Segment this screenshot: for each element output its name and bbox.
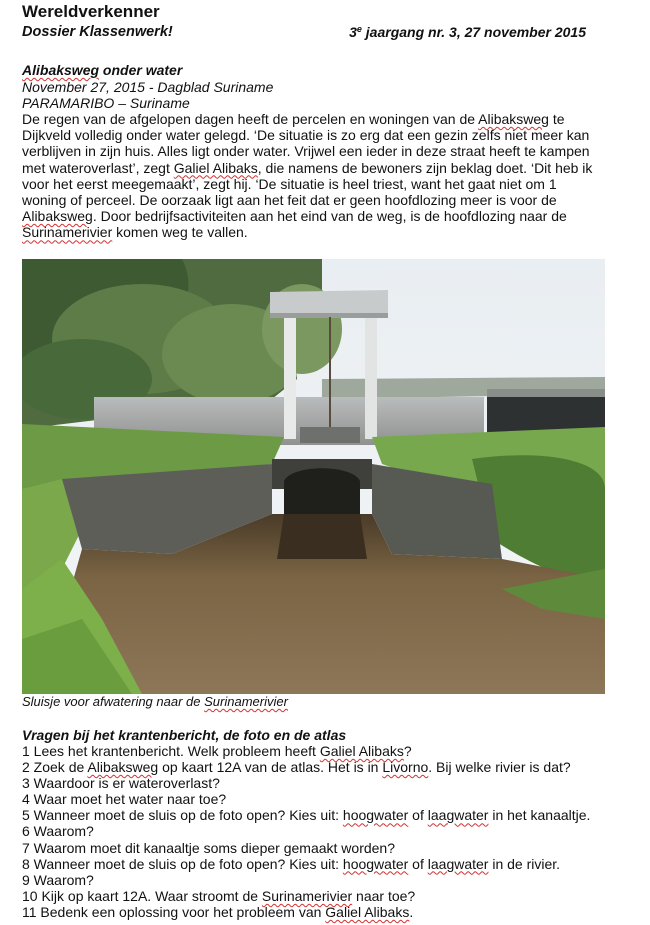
question-item [22,856,590,872]
article-body [22,111,628,241]
article-place: PARAMARIBO – Suriname [22,95,190,111]
text-segment: voor het eerst meegemaakt’, zegt hij. ‘De situatie is heel triest, want het gaat niet om 1 [22,175,557,192]
text-segment: 3 Waardoor is er wateroverlast? [22,775,220,792]
question-item [22,872,590,888]
photo-caption-text: Sluisje voor afwatering naar de [22,694,205,709]
marked-word: Galiel Alibaks [325,903,410,920]
text-segment: 2 Zoek de [22,759,88,776]
marked-word: hoogwater [342,807,409,824]
question-item [22,775,590,791]
marked-word: Alibaksweg [22,208,93,225]
question-item [22,823,590,839]
photo-caption-river: Surinamerivier [204,694,288,709]
text-segment: 5 Wanneer moet de sluis op de foto open? Kies uit: [22,807,343,824]
marked-word: Surinamerivier [22,224,113,241]
text-segment: op kaart 12A van de atlas. Het is in [158,759,383,776]
questions-list [22,743,590,920]
text-segment: woning of perceel. De oorzaak ligt aan het feit dat er geen hoofdlozing meer is voor de [22,192,557,209]
sluice-photo [22,259,605,694]
text-segment: De regen van de afgelopen dagen heeft de percelen en woningen van de [22,111,479,127]
article-line [22,111,628,127]
text-segment: 10 Kijk op kaart 12A. Waar stroomt de [22,887,262,904]
question-item [22,840,590,856]
question-item [22,904,590,920]
newspaper-title: Wereldverkenner [22,2,160,21]
question-item [22,807,590,823]
issue-details: jaargang nr. 3, 27 november 2015 [361,24,586,40]
photo-caption [22,694,288,709]
question-item [22,743,590,759]
sluice-photo-illustration [22,259,605,694]
marked-word: Alibaksweg [87,759,159,776]
article-line [22,208,628,224]
text-segment: Dijkveld volledig onder water gelegd. ‘De situatie is zo erg dat een gezin zelfs niet meer kan [22,127,590,144]
text-segment: 7 Waarom moet dit kanaaltje soms dieper gemaakt worden? [22,839,395,856]
text-segment: verblijven in zijn huis. Alles ligt onder water. Vrijwel een ieder in deze straat heeft te kampen [22,143,590,160]
text-segment: in het kanaaltje. [488,807,591,824]
questions-title: Vragen bij het krantenbericht, de foto en de atlas [22,727,347,743]
text-segment: 1 Lees het krantenbericht. Welk probleem heeft [22,743,320,759]
article-line [22,143,628,159]
text-segment: of [408,807,428,824]
marked-word: hoogwater [342,855,409,872]
issue-superscript: e [356,24,362,34]
question-item [22,759,590,775]
question-item [22,791,590,807]
question-item [22,888,590,904]
text-segment: ? [403,743,412,759]
text-segment: 6 Waarom? [22,823,94,840]
marked-word: Surinamerivier [261,887,353,904]
text-segment: komen weg te vallen. [112,224,248,241]
text-segment: . [409,903,414,920]
text-segment: naar toe? [352,887,416,904]
text-segment: 9 Waarom? [22,871,94,888]
article-line [22,160,628,176]
article-line [22,176,628,192]
marked-word: Livorno [382,759,429,776]
text-segment: of [408,855,428,872]
dossier-subtitle: Dossier Klassenwerk! [22,24,173,40]
text-segment: 11 Bedenk een oplossing voor het probleem van [22,903,326,920]
issue-line [349,24,586,40]
text-segment: 8 Wanneer moet de sluis op de foto open? Kies uit: [22,855,343,872]
marked-word: laagwater [427,807,489,824]
article-title-street: Alibaksweg [22,62,100,78]
text-segment: , die namens de bewoners zijn beklag doet. ‘Dit heb ik [257,159,593,176]
article-line [22,127,628,143]
issue-number: 3 [349,24,357,40]
marked-word: Galiel Alibaks [319,743,404,759]
marked-word: laagwater [427,855,489,872]
article-dateline: November 27, 2015 - Dagblad Suriname [22,79,274,95]
text-segment: . Bij welke rivier is dat? [428,759,571,776]
text-segment: te [548,111,565,127]
text-segment: 4 Waar moet het water naar toe? [22,791,227,808]
article-title [22,62,182,78]
text-segment: in de rivier. [488,855,561,872]
article-line [22,224,628,240]
marked-word: Galiel Alibaks [173,159,258,176]
marked-word: Alibaksweg [478,111,549,127]
article-line [22,192,628,208]
article-title-rest: onder water [99,62,183,78]
text-segment: met wateroverlast’, zegt [22,159,174,176]
text-segment: . Door bedrijfsactiviteiten aan het eind van de weg, is de hoofdlozing naar de [92,208,567,225]
